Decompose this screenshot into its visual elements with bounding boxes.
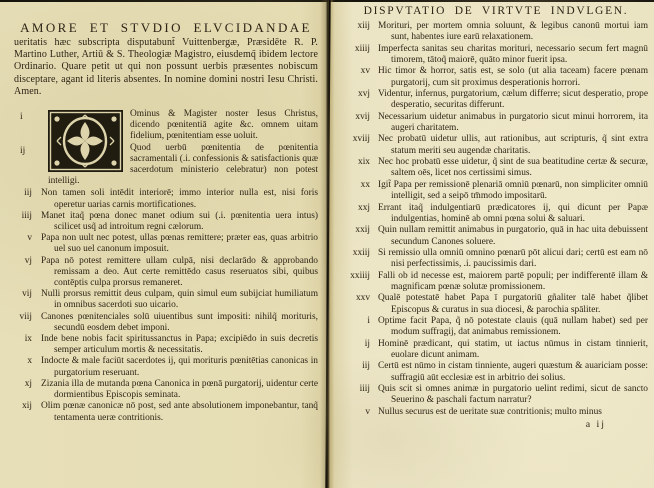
thesis-number: vij	[22, 289, 32, 300]
thesis-row	[14, 289, 318, 311]
thesis-row	[344, 157, 648, 180]
thesis-number: xix	[358, 157, 370, 168]
right-theses-list	[344, 21, 648, 418]
thesis-text: Certū est nūmo in cistam tinniente, augeri quæstum & auariciam posse: suffragiū aūt ecclesiæ est in arbitrio dei solius.	[378, 361, 648, 383]
thesis-row	[14, 188, 318, 210]
thesis-text: Hic timor & horror, satis est, se solo (ut alia taceam) facere pœnam purgatorij, cum sit proximus desperationis horrori.	[378, 66, 648, 88]
thesis-row	[14, 312, 318, 334]
thesis-text: Inde bene nobis facit spiritussanctus in Papa; excipiēdo in suis decretis semper articulum mortis & necessitatis.	[41, 334, 318, 356]
gutter-fold-line	[320, 0, 336, 488]
thesis-text: Papa non uult nec potest, ullas pœnas remittere; præter eas, quas arbitrio uel suo uel canonum imposuit.	[41, 233, 318, 255]
thesis-text: Quis scit si omnes animæ in purgatorio uelint redimi, sicut de sancto Seuerino & paschali factum narratur?	[378, 384, 648, 406]
intro-paragraph: ueritatis hæc subscripta disputabunt̃ Vuittenbergæ, Præsidēte R. P. Martino Luther, Artiū & S. Theologiæ Magistro, eiusdemq̃ ibidem lectore Ordinario. Quare petit ut qui non possunt uerbis præsentes nobiscum disceptare, agant id literis absentes. In nomine domini nostri Iesu Christi. Amen.	[14, 37, 318, 97]
thesis-row	[344, 361, 648, 384]
thesis-row	[14, 211, 318, 233]
thesis-text: Errant itaq̃ indulgentiarū prædicatores ij, qui dicunt per Papæ indulgentias, hominē ab omni pœna solui & saluari.	[378, 202, 648, 224]
thesis-row	[14, 233, 318, 255]
thesis-number: xxiij	[352, 247, 370, 258]
thesis-number: xxij	[355, 225, 370, 236]
thesis-number: xxv	[355, 293, 370, 304]
thesis-number: iij	[24, 188, 32, 199]
thesis-number: iiij	[359, 384, 370, 394]
thesis-number: iij	[362, 361, 370, 372]
thesis-number: xx	[360, 179, 370, 190]
thesis-number: v	[27, 233, 32, 244]
thesis-number: vj	[24, 255, 32, 266]
signature-mark: a ij	[585, 419, 606, 431]
thesis-text: Falli ob id necesse est, maiorem partē populi; per indifferentē illam & magnificam pœnæ solutæ promissionem.	[378, 270, 648, 292]
thesis-number: x	[27, 356, 32, 367]
thesis-number: xv	[360, 66, 370, 77]
thesis-number: xxj	[358, 202, 370, 213]
thesis-row	[344, 134, 648, 157]
thesis-text: Papa nō potest remittere ullam culpā, nisi declarādo & approbando remissam a deo. Aut certe remittēdo casus reseruatos sibi, quibus contēptis culpa prorsus remaneret.	[41, 255, 318, 289]
right-page-heading: DISPVTATIO DE VIRTVTE INDVLGEN.	[363, 5, 629, 17]
left-page-heading: AMORE ET STVDIO ELVCIDANDAE	[20, 20, 312, 35]
thesis-text: Canones pœnitenciales solū uiuentibus sunt impositi: nihilq̃ morituris, secundū eosdem debet imponi.	[41, 311, 318, 333]
thesis-row	[344, 248, 648, 271]
thesis-text: Imperfecta sanitas seu charitas morituri, necessario secum fert magnū timorem, tātoq̃ maiorē, quāto minor fuerit ipsa.	[378, 43, 648, 66]
thesis-text: Zizania illa de mutanda pœna Canonica in pœnā purgatorij, uidentur certe dormientibus Episcopis seminata.	[41, 378, 318, 401]
thesis-row	[344, 384, 648, 407]
thesis-number: xij	[22, 401, 32, 412]
thesis-text: Morituri, per mortem omnia soluunt, & legibus canonū mortui iam sunt, habentes iure earū relaxationem.	[378, 21, 648, 43]
thesis-row	[344, 180, 648, 203]
thesis-text: Indocte & male faciūt sacerdotes ij, qui morituris pœnitētias canonicas in purgatorium reseruant.	[41, 356, 318, 378]
thesis-row	[344, 407, 648, 418]
thesis-row	[344, 271, 648, 294]
thesis-text: Non tamen soli intēdit interiorē; immo interior nulla est, nisi foris operetur uarias carnis mortificationes.	[41, 188, 318, 210]
thesis-number: xviij	[352, 134, 370, 145]
thesis-text: Nec probatū uidetur ullis, aut rationibus, aut scripturis, q̃ sint extra statum meriti seu augendæ charitatis.	[378, 134, 648, 156]
thesis-number: xiiij	[354, 43, 370, 54]
thesis-text: Quin nullam remittit animabus in purgatorio, quā in hac uita debuissent secundum Canones soluere.	[378, 225, 648, 247]
thesis-number: xvj	[358, 89, 370, 100]
thesis-row	[14, 356, 318, 378]
thesis-row	[344, 225, 648, 248]
thesis-row	[344, 44, 648, 67]
thesis-text: Nullus securus est de ueritate suæ contritionis; multo minus	[378, 406, 602, 417]
thesis-row	[344, 66, 648, 89]
thesis-number: ij	[364, 338, 370, 349]
thesis-number: iiij	[21, 210, 32, 221]
left-page	[0, 0, 322, 424]
thesis-row	[344, 89, 648, 112]
thesis-number: xxiiij	[350, 270, 370, 281]
thesis-number: ij	[20, 146, 26, 157]
thesis-number: xvij	[355, 111, 370, 122]
thesis-text: Igit̃ Papa per remissionē plenariā omniū pœnarū, non simpliciter omniū intelligit, sed a seipō tm̄modo impositarū.	[378, 179, 648, 202]
thesis-text: Necessarium uidetur animabus in purgatorio sicut minui horrorem, ita augeri charitatem.	[378, 111, 648, 134]
thesis-text: Hominē prædicant, qui statim, ut iactus nūmus in cistam tinnierit, euolare dicunt animam.	[378, 338, 648, 360]
thesis-number: i	[367, 315, 370, 326]
thesis-row	[344, 293, 648, 316]
thesis-text: Videntur, infernus, purgatorium, cælum differre; sicut desperatio, prope desperatio, securitas differunt.	[378, 89, 648, 111]
thesis-text: Nec hoc probatū esse uidetur, q̃ sint de sua beatitudine certæ & securæ, saltem oēs, licet nos certissimi simus.	[378, 157, 648, 179]
thesis-row	[14, 256, 318, 290]
thesis-row	[344, 339, 648, 362]
thesis-number: v	[365, 406, 370, 417]
first-theses-block	[14, 109, 318, 187]
thesis-text: Quod uerbū pœnitentia de pœnitentia sacramentali (.i. confessionis & satisfactionis quæ sacerdotum ministerio celebratur) non potest intelligi.	[48, 142, 318, 187]
thesis-number: i	[20, 112, 23, 123]
thesis-number: ix	[24, 334, 32, 345]
thesis-row	[344, 203, 648, 226]
thesis-text: Manet itaq̃ pœna donec manet odium sui (.i. pœnitentia uera intus) scilicet usq̃ ad introitum regni cælorum.	[41, 210, 318, 233]
thesis-row	[14, 401, 318, 423]
thesis-number: viij	[19, 311, 32, 322]
thesis-row	[14, 379, 318, 401]
thesis-text: Si remissio ulla omniū omnino pœnarū pōt alicui dari; certū est eam nō nisi perfectissimis, .i. paucissimis dari.	[378, 247, 648, 270]
thesis-row	[14, 334, 318, 356]
thesis-text: Nulli prorsus remittit deus culpam, quin simul eum subijciat humiliatum in omnibus sacerdoti suo uicario.	[41, 289, 318, 311]
thesis-number: xiij	[357, 21, 370, 31]
right-page	[338, 0, 654, 430]
thesis-number: xj	[24, 378, 32, 389]
thesis-text: Ominus & Magister noster Iesus Christus, dicendo pœnitentiā agite &c. omnem uitam fidelium, pœnitentiam esse uoluit.	[130, 109, 318, 142]
thesis-row	[344, 21, 648, 44]
thesis-text: Optime facit Papa, q̃ nō potestate clauis (quā nullam habet) sed per modum suffragij, dat animabus remissionem.	[378, 315, 648, 338]
thesis-text: Qualē potestatē habet Papa ī purgatoriū gñaliter talē habet q̃libet Episcopus & curatus in sua diocesi, & parochia spāliter.	[378, 293, 648, 315]
thesis-row	[344, 316, 648, 339]
thesis-text: Olim pœnæ canonicæ nō post, sed ante absolutionem imponebantur, tanq̃ tentamenta ueræ contritionis.	[41, 401, 318, 423]
left-theses-list	[14, 188, 318, 423]
woodcut-initial-ornament	[48, 110, 123, 172]
thesis-row	[344, 112, 648, 135]
